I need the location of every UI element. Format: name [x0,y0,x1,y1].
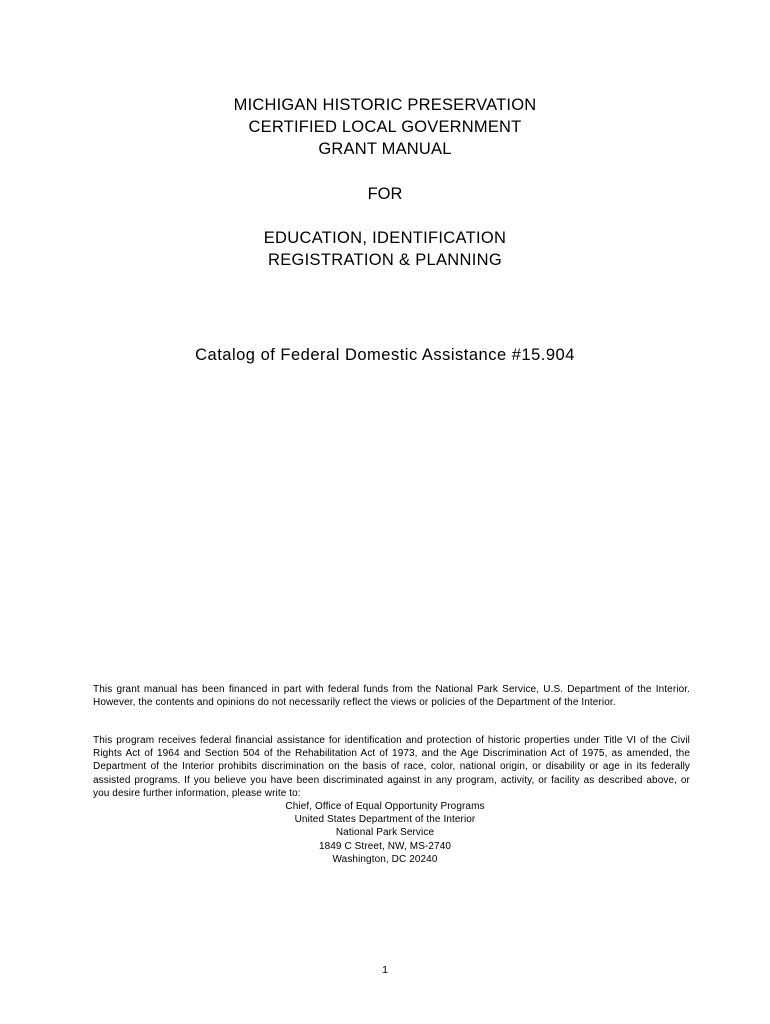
address-line: Chief, Office of Equal Opportunity Programs [285,801,485,812]
document-subtitle [0,227,770,271]
catalog-number: Catalog of Federal Domestic Assistance #15.904 [195,346,575,364]
address-line: 1849 C Street, NW, MS-2740 [318,840,452,852]
title-line: MICHIGAN HISTORIC PRESERVATION [233,96,537,114]
document-title [0,94,770,160]
mailing-address [0,800,770,866]
funding-notice: This grant manual has been financed in part with federal funds from the National Park Service, U.S. Department of the Interior. However, the contents and opinions do not necessarily reflect the views or policies of the Department of the Interior. [93,684,690,709]
subtitle-line: REGISTRATION & PLANNING [268,251,502,269]
title-line: GRANT MANUAL [318,140,452,158]
address-line: National Park Service [335,827,435,839]
title-line: CERTIFIED LOCAL GOVERNMENT [248,118,522,136]
civil-rights-notice: This program receives federal financial assistance for identification and protection of historic properties under Title VI of the Civil Rights Act of 1964 and Section 504 of the Rehabilitation Act of 1973, and the Age Discrimination Act of 1975, as amended, the Department of the Interior prohibits discrimination on the basis of race, color, national origin, or disability or age in its federally assisted programs. If you believe you have been discriminated against in any program, activity, or facility as described above, or you desire further information, please write to: [93,735,690,799]
subtitle-line: EDUCATION, IDENTIFICATION [263,229,507,247]
address-line: United States Department of the Interior [294,814,476,826]
address-line: Washington, DC 20240 [332,853,438,865]
for-label: FOR [367,185,403,203]
page-number: 1 [382,964,388,976]
